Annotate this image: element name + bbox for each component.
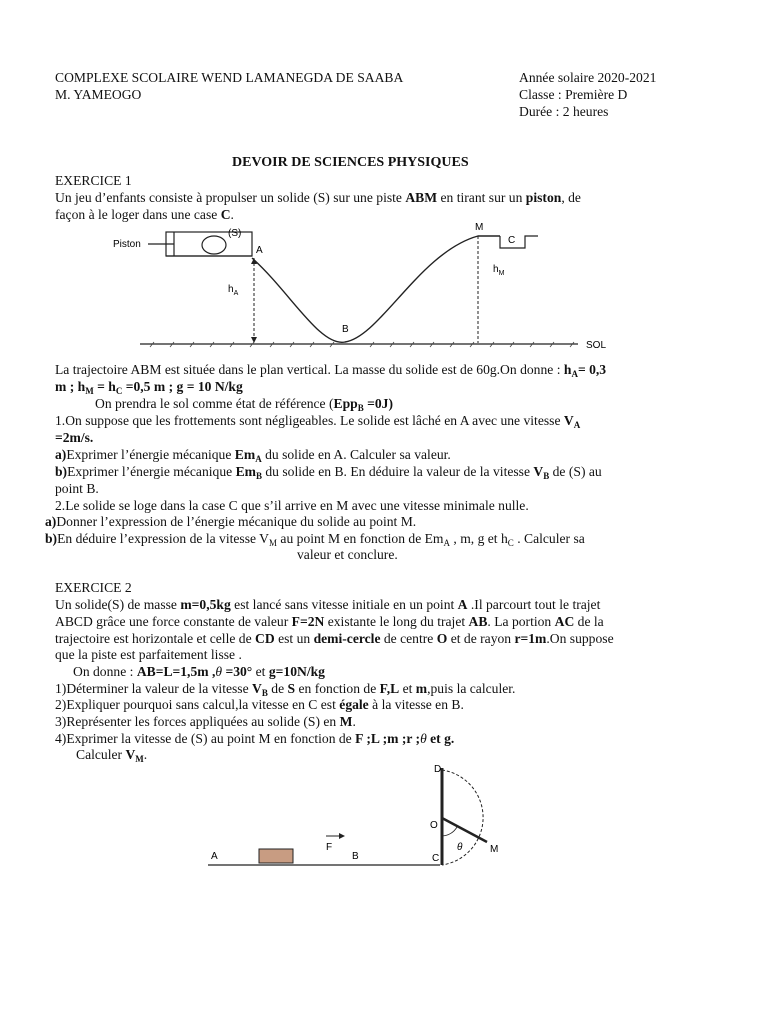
ex2-question-4: 4)Exprimer la vitesse de (S) au point M en fonction de F ;L ;m ;r ;θ et g. (55, 731, 455, 746)
ex1-question-2: 2.Le solide se loge dans la case C que s’il arrive en M avec une vitesse minimale nulle. (55, 498, 529, 513)
ex1-intro-line2: façon à le loger dans une case C. (55, 207, 234, 222)
ex2-question-2: 2)Expliquer pourquoi sans calcul,la vitesse en C est égale à la vitesse en B. (55, 697, 464, 712)
ex1-question-1b-line2: point B. (55, 481, 99, 496)
ex1-question-2b-line2: valeur et conclure. (297, 547, 398, 562)
ex2-line3: trajectoire est horizontale et celle de CD est un demi-cercle de centre O et de rayon r=1m.On suppose (55, 631, 614, 646)
ex2-line4: que la piste est parfaitement lisse . (55, 647, 242, 662)
ex1-data-line2: m ; $h_M = h_C =0,5$ m ; g = 10 N/kg (55, 379, 243, 396)
track-diagram-abcd (0, 760, 768, 880)
ex2-line2: ABCD grâce une force constante de valeur F=2N existante le long du trajet AB. La portion AC de la (55, 614, 604, 629)
ex1-question-2a: a)Donner l’expression de l’énergie mécanique du solide au point M. (45, 514, 417, 529)
ex1-question-1a: a)Exprimer l’énergie mécanique $Em_A$ du solide en A. Calculer sa valeur. (55, 447, 451, 464)
ex1-question-2b: b)En déduire l’expression de la vitesse $V_M$ au point M en fonction de $Em_A$ , m, g et $h_C$ . Calculer sa (45, 531, 585, 548)
label-point-m: M (475, 222, 484, 233)
class-level: Classe : Première D (519, 87, 628, 102)
label-point-b: B (342, 324, 349, 335)
ex1-question-1-line2: =2m/s. (55, 430, 94, 445)
ex1-intro-line1: Un jeu d’enfants consiste à propulser un solide (S) sur une piste ABM en tirant sur un piston, de (55, 190, 581, 205)
label-hm: $h_M$ (493, 264, 505, 277)
ex1-question-1: 1.On suppose que les frottements sont négligeables. Le solide est lâché en A avec une vitesse $V_A$ (55, 413, 581, 430)
ex1-question-1b: b)Exprimer l’énergie mécanique $Em_B$ du solide en B. En déduire la valeur de la vitesse $V_B$ de (S) au (55, 464, 602, 481)
label-point-d: D (434, 764, 442, 775)
label-point-a2: A (211, 851, 218, 862)
label-point-a: A (256, 245, 263, 256)
label-force-f: F (326, 842, 333, 853)
ex2-given-values: On donne : AB=L=1,5m ,θ =30° et g=10N/kg (73, 664, 325, 679)
school-year: Année solaire 2020-2021 (519, 70, 657, 85)
label-point-m2: M (490, 844, 499, 855)
label-point-o: O (430, 820, 438, 831)
label-ha: $h_A$ (228, 284, 239, 297)
exercise-1-heading: EXERCICE 1 (55, 173, 132, 188)
label-theta: θ (457, 842, 463, 853)
label-solid-s: (S) (228, 228, 242, 239)
ex2-question-4-calc: Calculer $V_M$. (76, 747, 148, 764)
label-point-b2: B (352, 851, 359, 862)
label-sol: SOL (586, 340, 607, 351)
label-point-c: C (508, 235, 516, 246)
exercise-2-heading: EXERCICE 2 (55, 580, 132, 595)
teacher-name: M. YAMEOGO (55, 87, 142, 102)
track-diagram-abm (0, 222, 768, 352)
ex1-reference-state: On prendra le sol comme état de référence (Epp$_B$ =0J) (95, 396, 393, 413)
page-title: DEVOIR DE SCIENCES PHYSIQUES (232, 155, 469, 170)
exam-duration: Durée : 2 heures (519, 104, 609, 119)
label-piston: Piston (113, 239, 141, 250)
school-name: COMPLEXE SCOLAIRE WEND LAMANEGDA DE SAABA (55, 70, 404, 85)
ex2-question-3: 3)Représenter les forces appliquées au solide (S) en M. (55, 714, 356, 729)
ex2-line1: Un solide(S) de masse m=0,5kg est lancé sans vitesse initiale en un point A .Il parcourt tout le trajet (55, 597, 601, 612)
label-point-c2: C (432, 853, 440, 864)
ex1-data-line1: La trajectoire ABM est située dans le plan vertical. La masse du solide est de 60g.On donne : $h_A= 0,3$ (55, 362, 607, 379)
ex2-question-1: 1)Déterminer la valeur de la vitesse $V_B$ de S en fonction de F,L et m,puis la calculer. (55, 681, 516, 698)
